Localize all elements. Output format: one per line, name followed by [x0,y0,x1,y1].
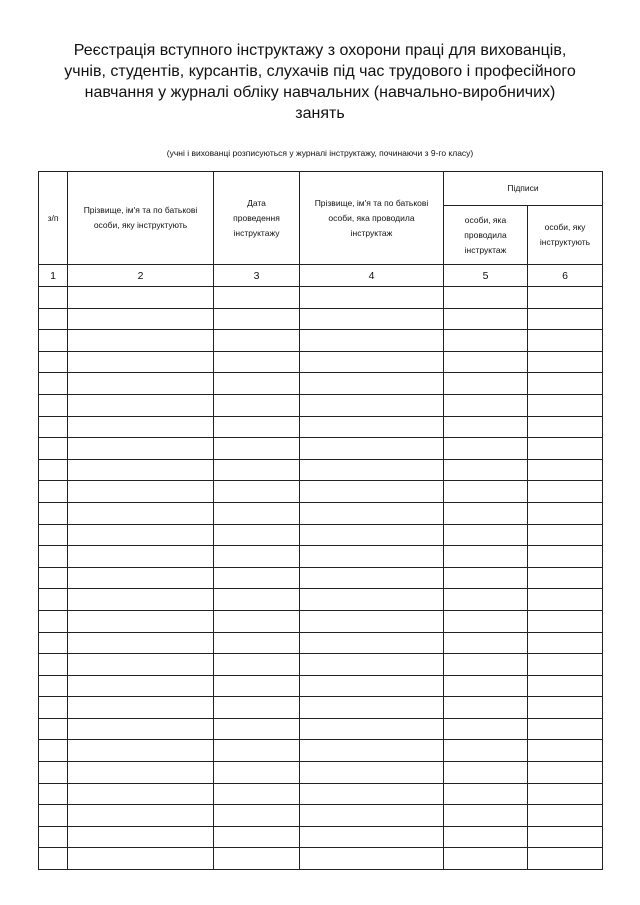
cell-signature-trainee [528,783,603,805]
cell-number [39,783,68,805]
cell-signature-instructor [444,654,528,676]
cell-trainee-name [68,308,214,330]
cell-signature-trainee [528,718,603,740]
cell-instructor-name [300,438,444,460]
cell-instructor-name [300,589,444,611]
cell-date [214,632,300,654]
cell-signature-trainee [528,632,603,654]
cell-signature-instructor [444,610,528,632]
table-row [39,826,603,848]
cell-date [214,610,300,632]
cell-signature-instructor [444,805,528,827]
cell-date [214,567,300,589]
cell-signature-instructor [444,351,528,373]
cell-instructor-name [300,783,444,805]
title-line: навчання у журналі обліку навчальних (навчально-виробничих) [84,84,556,101]
title-line: занять [295,105,345,122]
cell-date [214,848,300,870]
title-line: Реєстрація вступного інструктажу з охорони праці для вихованців, [73,42,567,59]
cell-trainee-name [68,459,214,481]
table-row [39,632,603,654]
cell-number [39,330,68,352]
cell-trainee-name [68,373,214,395]
column-number: 1 [39,265,68,287]
cell-instructor-name [300,524,444,546]
cell-signature-trainee [528,675,603,697]
cell-instructor-name [300,826,444,848]
cell-date [214,740,300,762]
cell-signature-instructor [444,524,528,546]
cell-signature-instructor [444,826,528,848]
cell-signature-trainee [528,330,603,352]
header-signature-trainee: особи, яку інструктують [528,206,603,265]
table-row [39,502,603,524]
cell-number [39,394,68,416]
cell-date [214,330,300,352]
cell-number [39,740,68,762]
cell-date [214,308,300,330]
cell-date [214,502,300,524]
cell-signature-trainee [528,762,603,784]
cell-number [39,826,68,848]
cell-date [214,826,300,848]
instruction-journal-table [38,171,603,870]
cell-instructor-name [300,308,444,330]
cell-signature-instructor [444,589,528,611]
cell-number [39,373,68,395]
cell-date [214,805,300,827]
cell-signature-trainee [528,351,603,373]
cell-date [214,459,300,481]
table-row [39,308,603,330]
cell-trainee-name [68,287,214,309]
cell-instructor-name [300,546,444,568]
cell-number [39,675,68,697]
header-signature-instructor: особи, яка проводила інструктаж [444,206,528,265]
cell-instructor-name [300,502,444,524]
table-row [39,654,603,676]
cell-trainee-name [68,524,214,546]
cell-trainee-name [68,394,214,416]
table-row [39,610,603,632]
cell-instructor-name [300,287,444,309]
cell-trainee-name [68,502,214,524]
cell-instructor-name [300,330,444,352]
cell-number [39,351,68,373]
cell-signature-instructor [444,675,528,697]
cell-signature-trainee [528,481,603,503]
cell-signature-trainee [528,546,603,568]
cell-number [39,438,68,460]
cell-number [39,502,68,524]
cell-signature-trainee [528,287,603,309]
cell-instructor-name [300,373,444,395]
cell-date [214,438,300,460]
cell-instructor-name [300,567,444,589]
table-row [39,675,603,697]
column-numbers-row [39,265,603,287]
cell-instructor-name [300,718,444,740]
cell-signature-trainee [528,697,603,719]
cell-signature-instructor [444,632,528,654]
cell-instructor-name [300,675,444,697]
cell-trainee-name [68,848,214,870]
cell-signature-trainee [528,589,603,611]
cell-signature-trainee [528,459,603,481]
cell-trainee-name [68,697,214,719]
table-row [39,287,603,309]
table-row [39,718,603,740]
cell-date [214,287,300,309]
cell-date [214,394,300,416]
cell-signature-instructor [444,546,528,568]
table-row [39,697,603,719]
cell-number [39,287,68,309]
cell-date [214,416,300,438]
cell-number [39,546,68,568]
cell-trainee-name [68,805,214,827]
cell-trainee-name [68,438,214,460]
cell-trainee-name [68,632,214,654]
cell-signature-instructor [444,330,528,352]
cell-signature-trainee [528,308,603,330]
cell-signature-instructor [444,394,528,416]
cell-signature-instructor [444,502,528,524]
cell-instructor-name [300,697,444,719]
cell-instructor-name [300,632,444,654]
cell-number [39,762,68,784]
cell-trainee-name [68,416,214,438]
cell-number [39,654,68,676]
cell-signature-trainee [528,394,603,416]
cell-number [39,589,68,611]
cell-signature-instructor [444,481,528,503]
cell-signature-trainee [528,502,603,524]
cell-signature-trainee [528,654,603,676]
journal-body [39,287,603,870]
cell-number [39,416,68,438]
table-row [39,740,603,762]
cell-number [39,718,68,740]
cell-instructor-name [300,654,444,676]
column-number: 6 [528,265,603,287]
cell-instructor-name [300,610,444,632]
table-row [39,546,603,568]
cell-signature-instructor [444,783,528,805]
column-number: 4 [300,265,444,287]
cell-signature-trainee [528,416,603,438]
cell-trainee-name [68,481,214,503]
cell-date [214,524,300,546]
cell-signature-instructor [444,438,528,460]
cell-signature-trainee [528,848,603,870]
title-line: учнів, студентів, курсантів, слухачів під час трудового і професійного [64,63,576,80]
cell-date [214,697,300,719]
table-row [39,567,603,589]
cell-signature-instructor [444,459,528,481]
cell-date [214,373,300,395]
cell-signature-instructor [444,697,528,719]
column-number: 5 [444,265,528,287]
cell-trainee-name [68,718,214,740]
cell-instructor-name [300,459,444,481]
cell-trainee-name [68,546,214,568]
cell-signature-trainee [528,438,603,460]
header-number: з/п [39,172,68,265]
cell-signature-trainee [528,524,603,546]
column-number: 2 [68,265,214,287]
table-row [39,459,603,481]
table-row [39,805,603,827]
table-row [39,589,603,611]
cell-number [39,567,68,589]
cell-signature-instructor [444,567,528,589]
cell-trainee-name [68,567,214,589]
cell-signature-trainee [528,826,603,848]
cell-date [214,351,300,373]
cell-number [39,459,68,481]
cell-signature-instructor [444,848,528,870]
cell-instructor-name [300,762,444,784]
cell-instructor-name [300,394,444,416]
table-row [39,330,603,352]
cell-signature-instructor [444,740,528,762]
cell-trainee-name [68,675,214,697]
cell-signature-trainee [528,805,603,827]
cell-date [214,675,300,697]
table-row [39,351,603,373]
cell-date [214,783,300,805]
cell-trainee-name [68,351,214,373]
cell-number [39,524,68,546]
cell-trainee-name [68,783,214,805]
cell-instructor-name [300,740,444,762]
cell-number [39,481,68,503]
cell-signature-instructor [444,287,528,309]
cell-trainee-name [68,654,214,676]
cell-signature-trainee [528,567,603,589]
table-row [39,848,603,870]
cell-date [214,589,300,611]
cell-trainee-name [68,740,214,762]
cell-trainee-name [68,589,214,611]
document-title [40,40,600,124]
cell-signature-instructor [444,718,528,740]
column-number: 3 [214,265,300,287]
cell-number [39,805,68,827]
cell-instructor-name [300,848,444,870]
cell-number [39,610,68,632]
cell-instructor-name [300,351,444,373]
cell-date [214,546,300,568]
cell-signature-trainee [528,610,603,632]
cell-trainee-name [68,762,214,784]
table-row [39,481,603,503]
cell-number [39,632,68,654]
cell-signature-trainee [528,373,603,395]
cell-instructor-name [300,416,444,438]
cell-instructor-name [300,481,444,503]
cell-signature-instructor [444,416,528,438]
cell-number [39,848,68,870]
cell-signature-instructor [444,373,528,395]
cell-trainee-name [68,610,214,632]
table-row [39,394,603,416]
table-row [39,373,603,395]
cell-instructor-name [300,805,444,827]
cell-signature-instructor [444,762,528,784]
document-subtitle: (учні і вихованці розписуються у журналі інструктажу, починаючи з 9-го класу) [166,148,474,158]
cell-number [39,308,68,330]
cell-date [214,654,300,676]
table-row [39,438,603,460]
cell-number [39,697,68,719]
header-signatures: Підписи [444,172,603,206]
cell-date [214,762,300,784]
header-instructor-name: Прізвище, ім'я та по батькові особи, яка проводила інструктаж [300,172,444,265]
cell-signature-instructor [444,308,528,330]
table-row [39,416,603,438]
cell-signature-trainee [528,740,603,762]
table-row [39,762,603,784]
header-trainee-name: Прізвище, ім'я та по батькові особи, яку інструктують [68,172,214,265]
cell-trainee-name [68,330,214,352]
header-date: Дата проведення інструктажу [214,172,300,265]
cell-date [214,481,300,503]
table-row [39,783,603,805]
table-row [39,524,603,546]
cell-date [214,718,300,740]
cell-trainee-name [68,826,214,848]
